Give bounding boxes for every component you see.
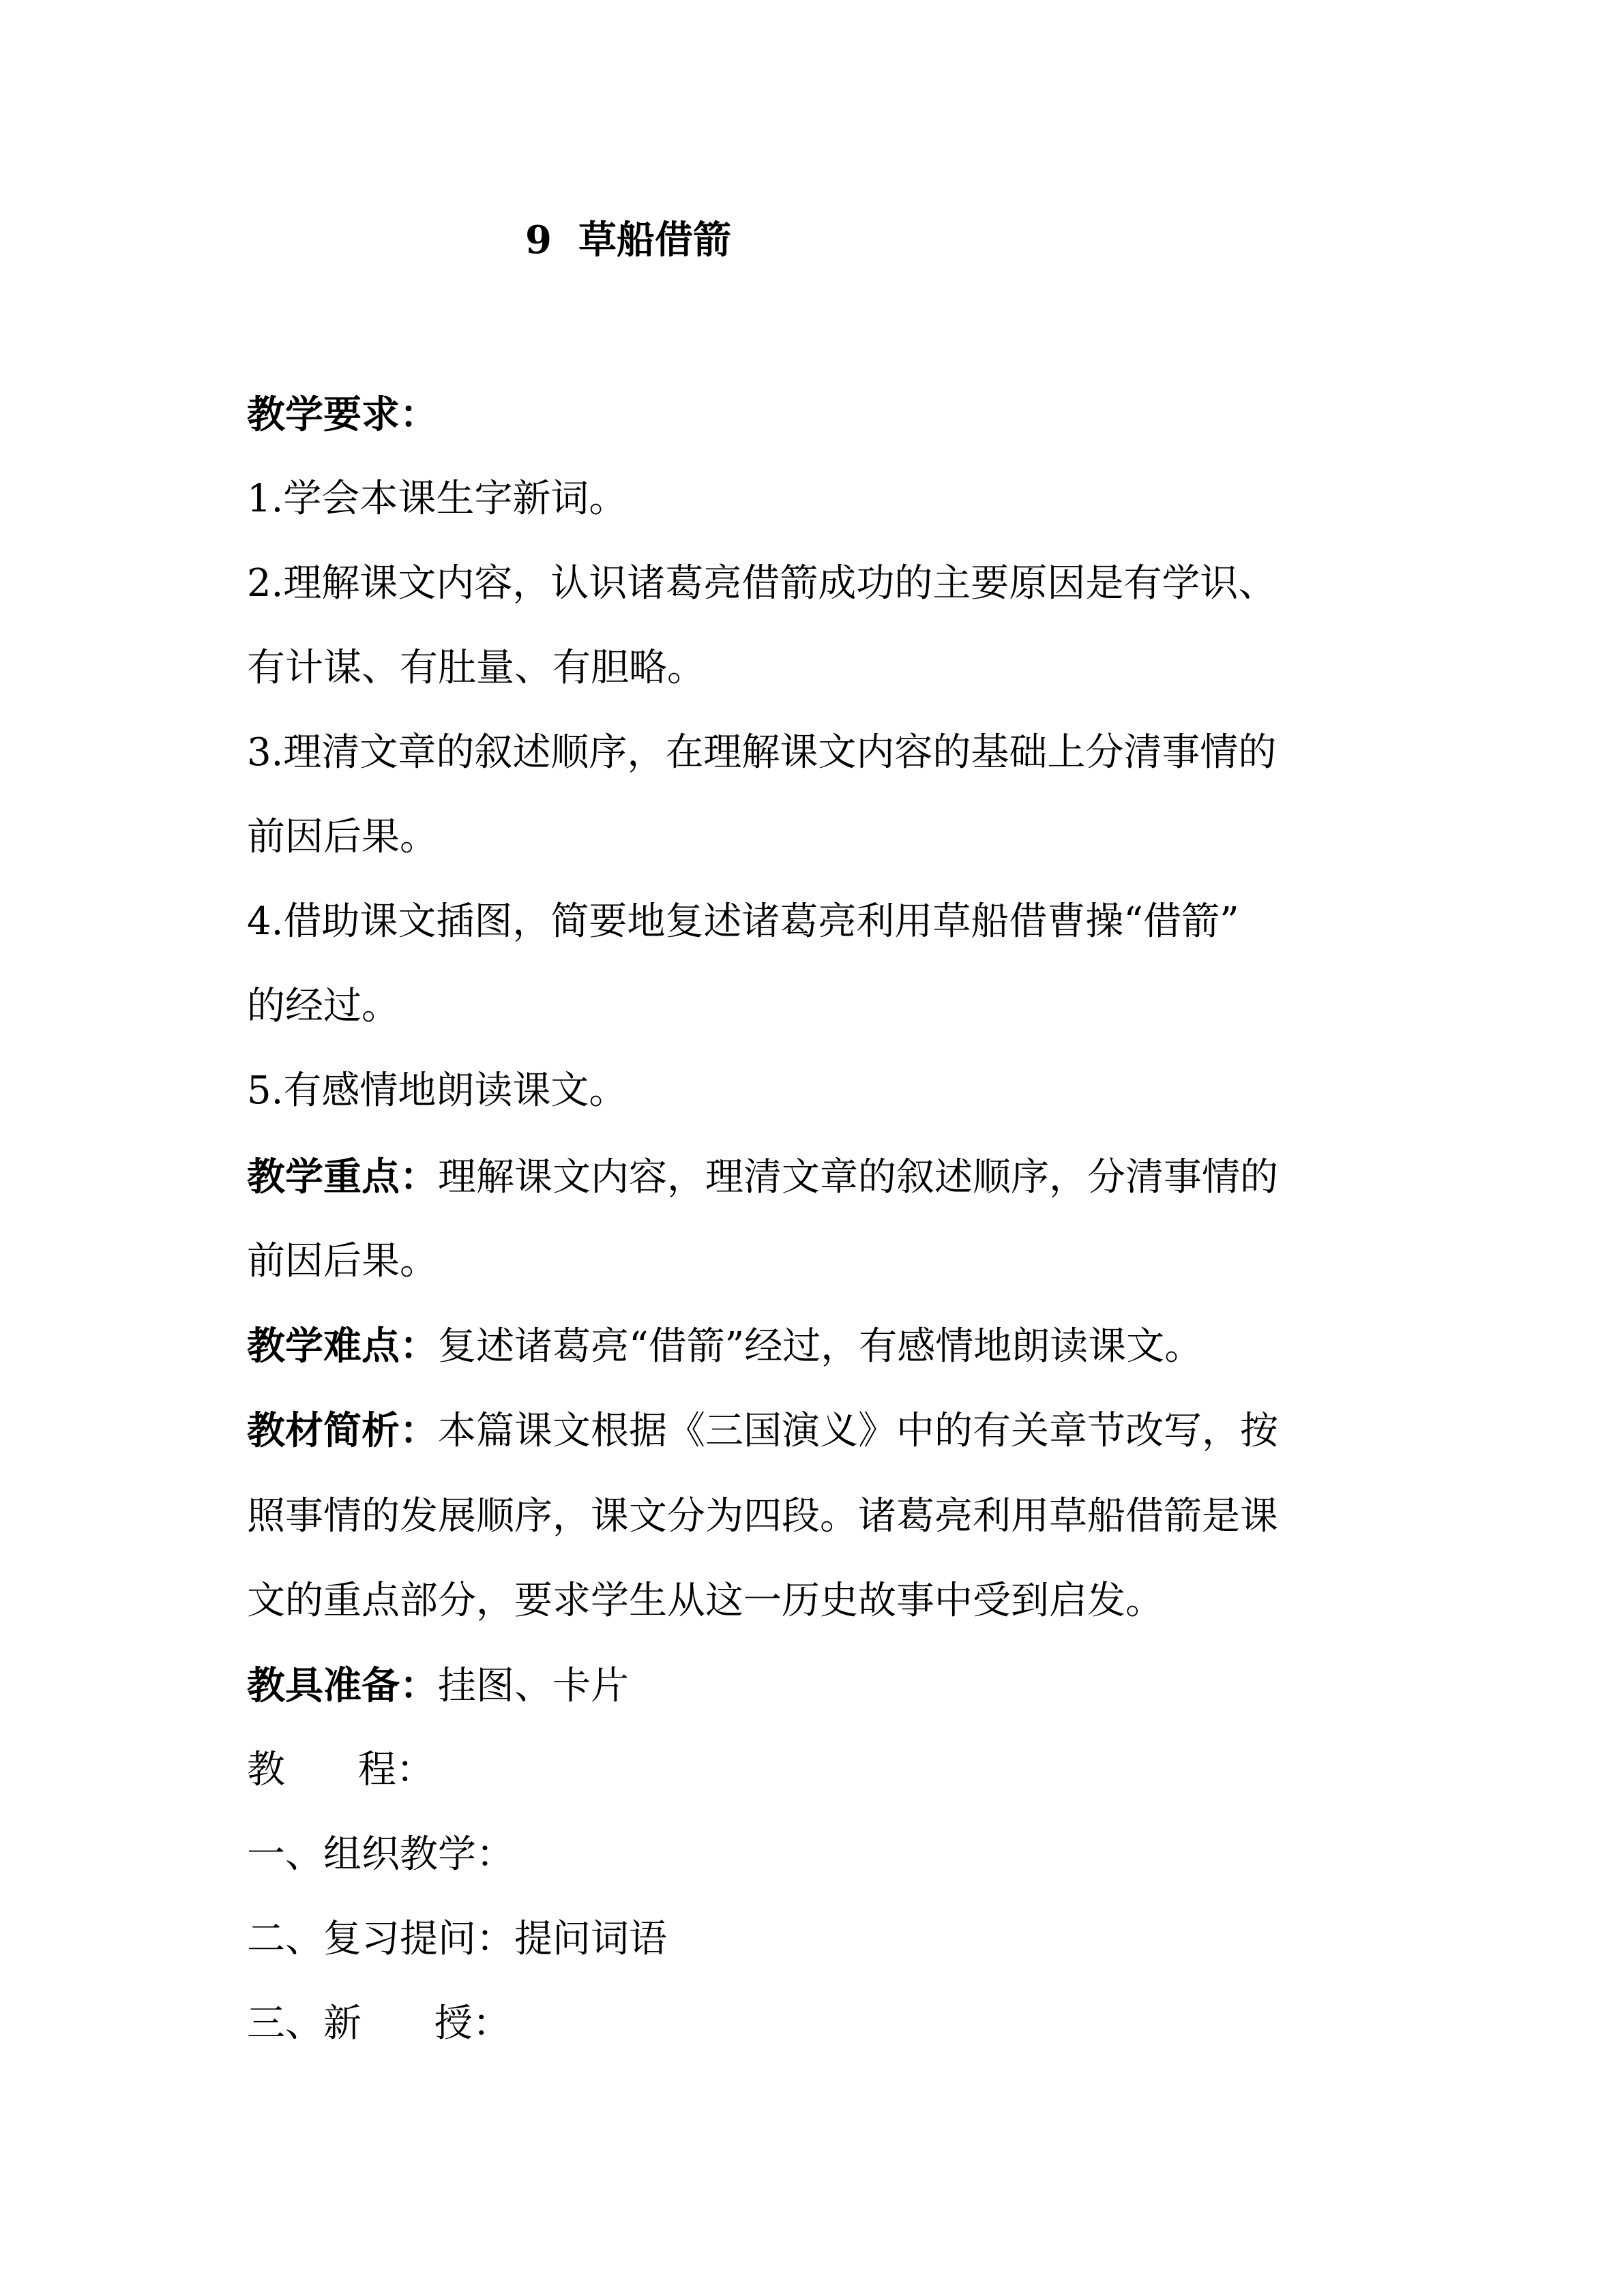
requirement-item: 3.理清文章的叙述顺序，在理解课文内容的基础上分清事情的 (247, 730, 1277, 775)
key-point-paragraph (247, 1150, 1393, 1205)
analysis-paragraph (247, 1403, 1393, 1459)
requirement-item: 1.学会本课生字新词。 (247, 477, 628, 521)
lesson-title: 9 草船借箭 (525, 218, 731, 263)
key-point-continuation: 前因后果。 (247, 1239, 438, 1283)
requirement-item: 的经过。 (247, 984, 400, 1028)
process-heading: 教 程： (247, 1748, 434, 1792)
process-step: 一、组织教学： (247, 1832, 514, 1877)
requirement-item: 2.理解课文内容，认识诸葛亮借箭成功的主要原因是有学识、 (247, 561, 1277, 606)
difficulty-paragraph (247, 1319, 1393, 1374)
requirement-item: 有计谋、有肚量、有胆略。 (247, 646, 705, 690)
key-point-label: 教学重点： (247, 1154, 438, 1199)
requirement-item: 5.有感情地朗读课文。 (247, 1069, 628, 1113)
materials-label: 教具准备： (247, 1663, 438, 1708)
requirement-item: 前因后果。 (247, 815, 438, 859)
process-step: 二、复习提问：提问词语 (247, 1917, 667, 1961)
difficulty-label: 教学难点： (247, 1324, 438, 1369)
key-point-text: 理解课文内容，理清文章的叙述顺序，分清事情的 (438, 1155, 1278, 1199)
materials-paragraph (247, 1658, 1393, 1714)
process-step: 三、新 授： (247, 2001, 511, 2046)
analysis-text: 本篇课文根据《三国演义》中的有关章节改写，按 (438, 1409, 1278, 1453)
analysis-label: 教材简析： (247, 1408, 438, 1453)
difficulty-text: 复述诸葛亮“借箭”经过，有感情地朗读课文。 (438, 1324, 1203, 1369)
requirement-item: 4.借助课文插图，简要地复述诸葛亮利用草船借曹操“借箭” (247, 899, 1239, 944)
materials-text: 挂图、卡片 (438, 1664, 629, 1708)
analysis-continuation: 文的重点部分，要求学生从这一历史故事中受到启发。 (247, 1579, 1164, 1623)
requirements-heading: 教学要求： (247, 392, 438, 437)
analysis-continuation: 照事情的发展顺序，课文分为四段。诸葛亮利用草船借箭是课 (247, 1494, 1278, 1538)
